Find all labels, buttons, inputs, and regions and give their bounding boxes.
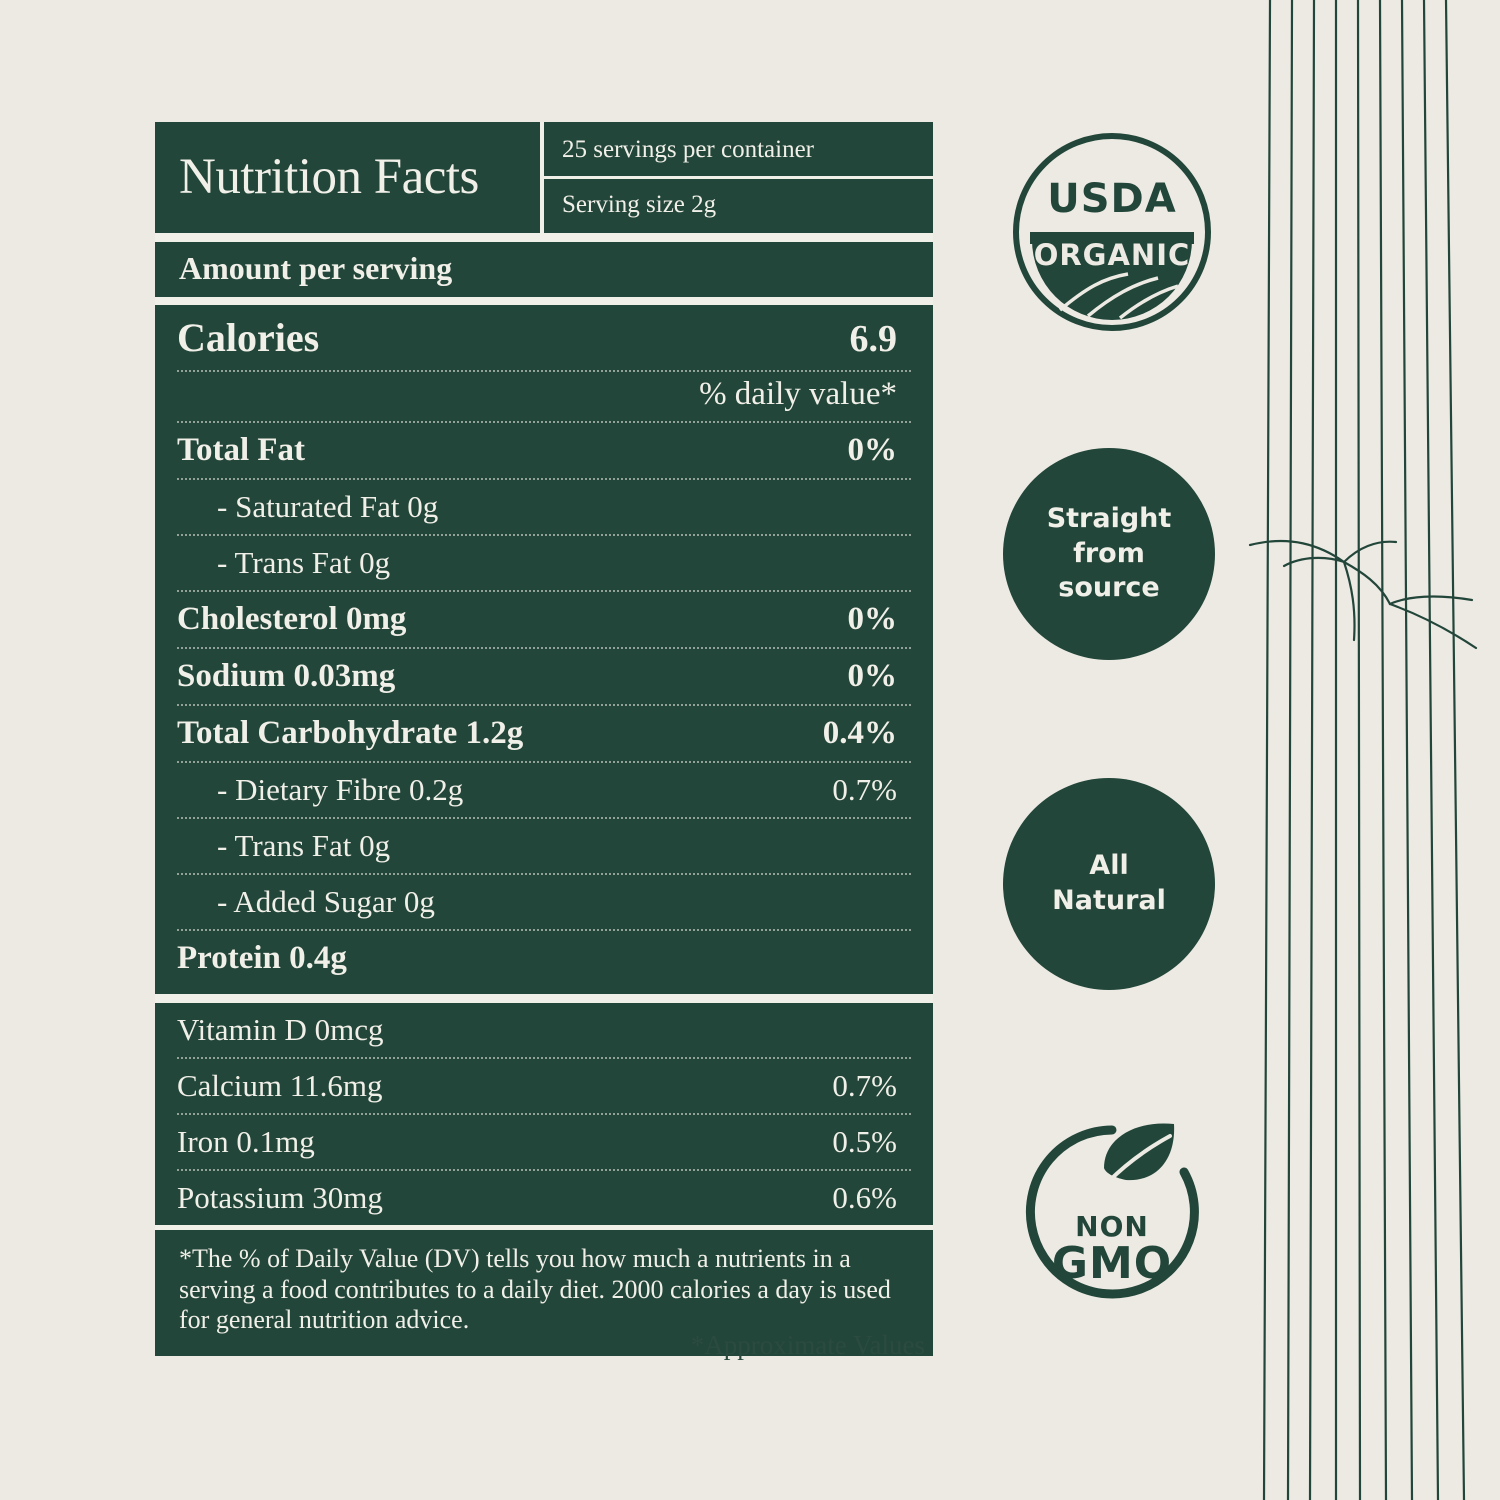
nutrient-rows: [155, 305, 933, 986]
table-row: [177, 592, 911, 649]
daily-value-header: % daily value*: [699, 376, 897, 412]
nutrient-label: - Trans Fat 0g: [217, 545, 391, 580]
micronutrient-rows: [155, 1003, 933, 1225]
table-row: [177, 1003, 911, 1059]
usda-organic-icon: [1008, 128, 1216, 336]
svg-text:NON: NON: [1075, 1210, 1149, 1243]
nutrient-label: Potassium 30mg: [177, 1180, 383, 1215]
serving-size: Serving size 2g: [562, 191, 717, 218]
badge-line-1: All: [1089, 850, 1129, 882]
nutrient-label: Protein 0.4g: [177, 940, 347, 976]
nutrient-label: Sodium 0.03mg: [177, 658, 396, 694]
nutrient-value: 0.7%: [832, 772, 897, 807]
svg-text:USDA: USDA: [1047, 176, 1177, 222]
badge-line-2: Natural: [1052, 885, 1166, 916]
nutrient-value: 0.5%: [832, 1124, 897, 1159]
table-row: [177, 706, 911, 763]
nutrient-label: Calcium 11.6mg: [177, 1068, 383, 1103]
nutrient-label: Cholesterol 0mg: [177, 601, 407, 637]
serving-info: [540, 122, 933, 233]
amount-per-serving-label: Amount per serving: [155, 242, 933, 305]
nutrient-label: Total Fat: [177, 432, 306, 468]
table-row: [177, 875, 911, 931]
daily-value-header-row: [177, 372, 911, 423]
badge-line-1: Straight: [1046, 503, 1172, 535]
approximate-values-note: *Approximate Values: [690, 1330, 925, 1360]
nutrient-label: Vitamin D 0mcg: [177, 1012, 384, 1047]
nutrient-value: 0.4%: [822, 715, 897, 751]
section-divider: [155, 994, 933, 1003]
calories-row: [177, 305, 911, 372]
nutrient-label: - Dietary Fibre 0.2g: [217, 772, 464, 807]
table-row: [177, 1059, 911, 1115]
page-title: Nutrition Facts: [179, 149, 479, 205]
badge-line-2: from: [1073, 537, 1145, 569]
non-gmo-icon: [1008, 1108, 1216, 1316]
straight-from-source-badge: [1003, 448, 1215, 660]
nutrient-label: Total Carbohydrate 1.2g: [177, 715, 524, 751]
nutrient-label: - Added Sugar 0g: [217, 884, 435, 919]
nutrient-label: - Trans Fat 0g: [217, 828, 391, 863]
nutrient-label: - Saturated Fat 0g: [217, 489, 439, 524]
daily-value-footnote: *The % of Daily Value (DV) tells you how much a nutrients in a serving a food contributes to a daily diet. 2000 calories a day is used for general nutrition advice.: [179, 1244, 891, 1335]
badge-label: [1047, 502, 1172, 606]
servings-per-container: 25 servings per container: [544, 122, 933, 179]
svg-text:GMO: GMO: [1051, 1238, 1173, 1289]
nutrient-value: 0%: [847, 432, 897, 468]
all-natural-badge: [1003, 778, 1215, 990]
table-row: [177, 931, 911, 986]
table-row: [177, 480, 911, 536]
decorative-stalk-illustration: [1240, 0, 1500, 1500]
table-row: [177, 423, 911, 480]
table-row: [177, 649, 911, 706]
badge-label: [1052, 849, 1166, 918]
usda-organic-badge: [1008, 128, 1216, 336]
nutrition-facts-panel: [155, 122, 933, 1356]
nutrient-value: 0%: [847, 658, 897, 694]
badge-line-3: source: [1058, 572, 1160, 604]
nutrient-value: 0.6%: [832, 1180, 897, 1215]
non-gmo-badge: [1008, 1108, 1216, 1316]
table-row: [177, 1171, 911, 1225]
calories-value: 6.9: [849, 318, 897, 360]
table-row: [177, 1115, 911, 1171]
nutrient-value: 0.7%: [832, 1068, 897, 1103]
table-row: [177, 819, 911, 875]
nutrient-value: 0%: [847, 601, 897, 637]
table-row: [177, 763, 911, 819]
svg-text:ORGANIC: ORGANIC: [1033, 238, 1191, 272]
calories-label: Calories: [177, 315, 320, 360]
nutrient-label: Iron 0.1mg: [177, 1124, 315, 1159]
panel-header: [155, 122, 933, 242]
table-row: [177, 536, 911, 592]
